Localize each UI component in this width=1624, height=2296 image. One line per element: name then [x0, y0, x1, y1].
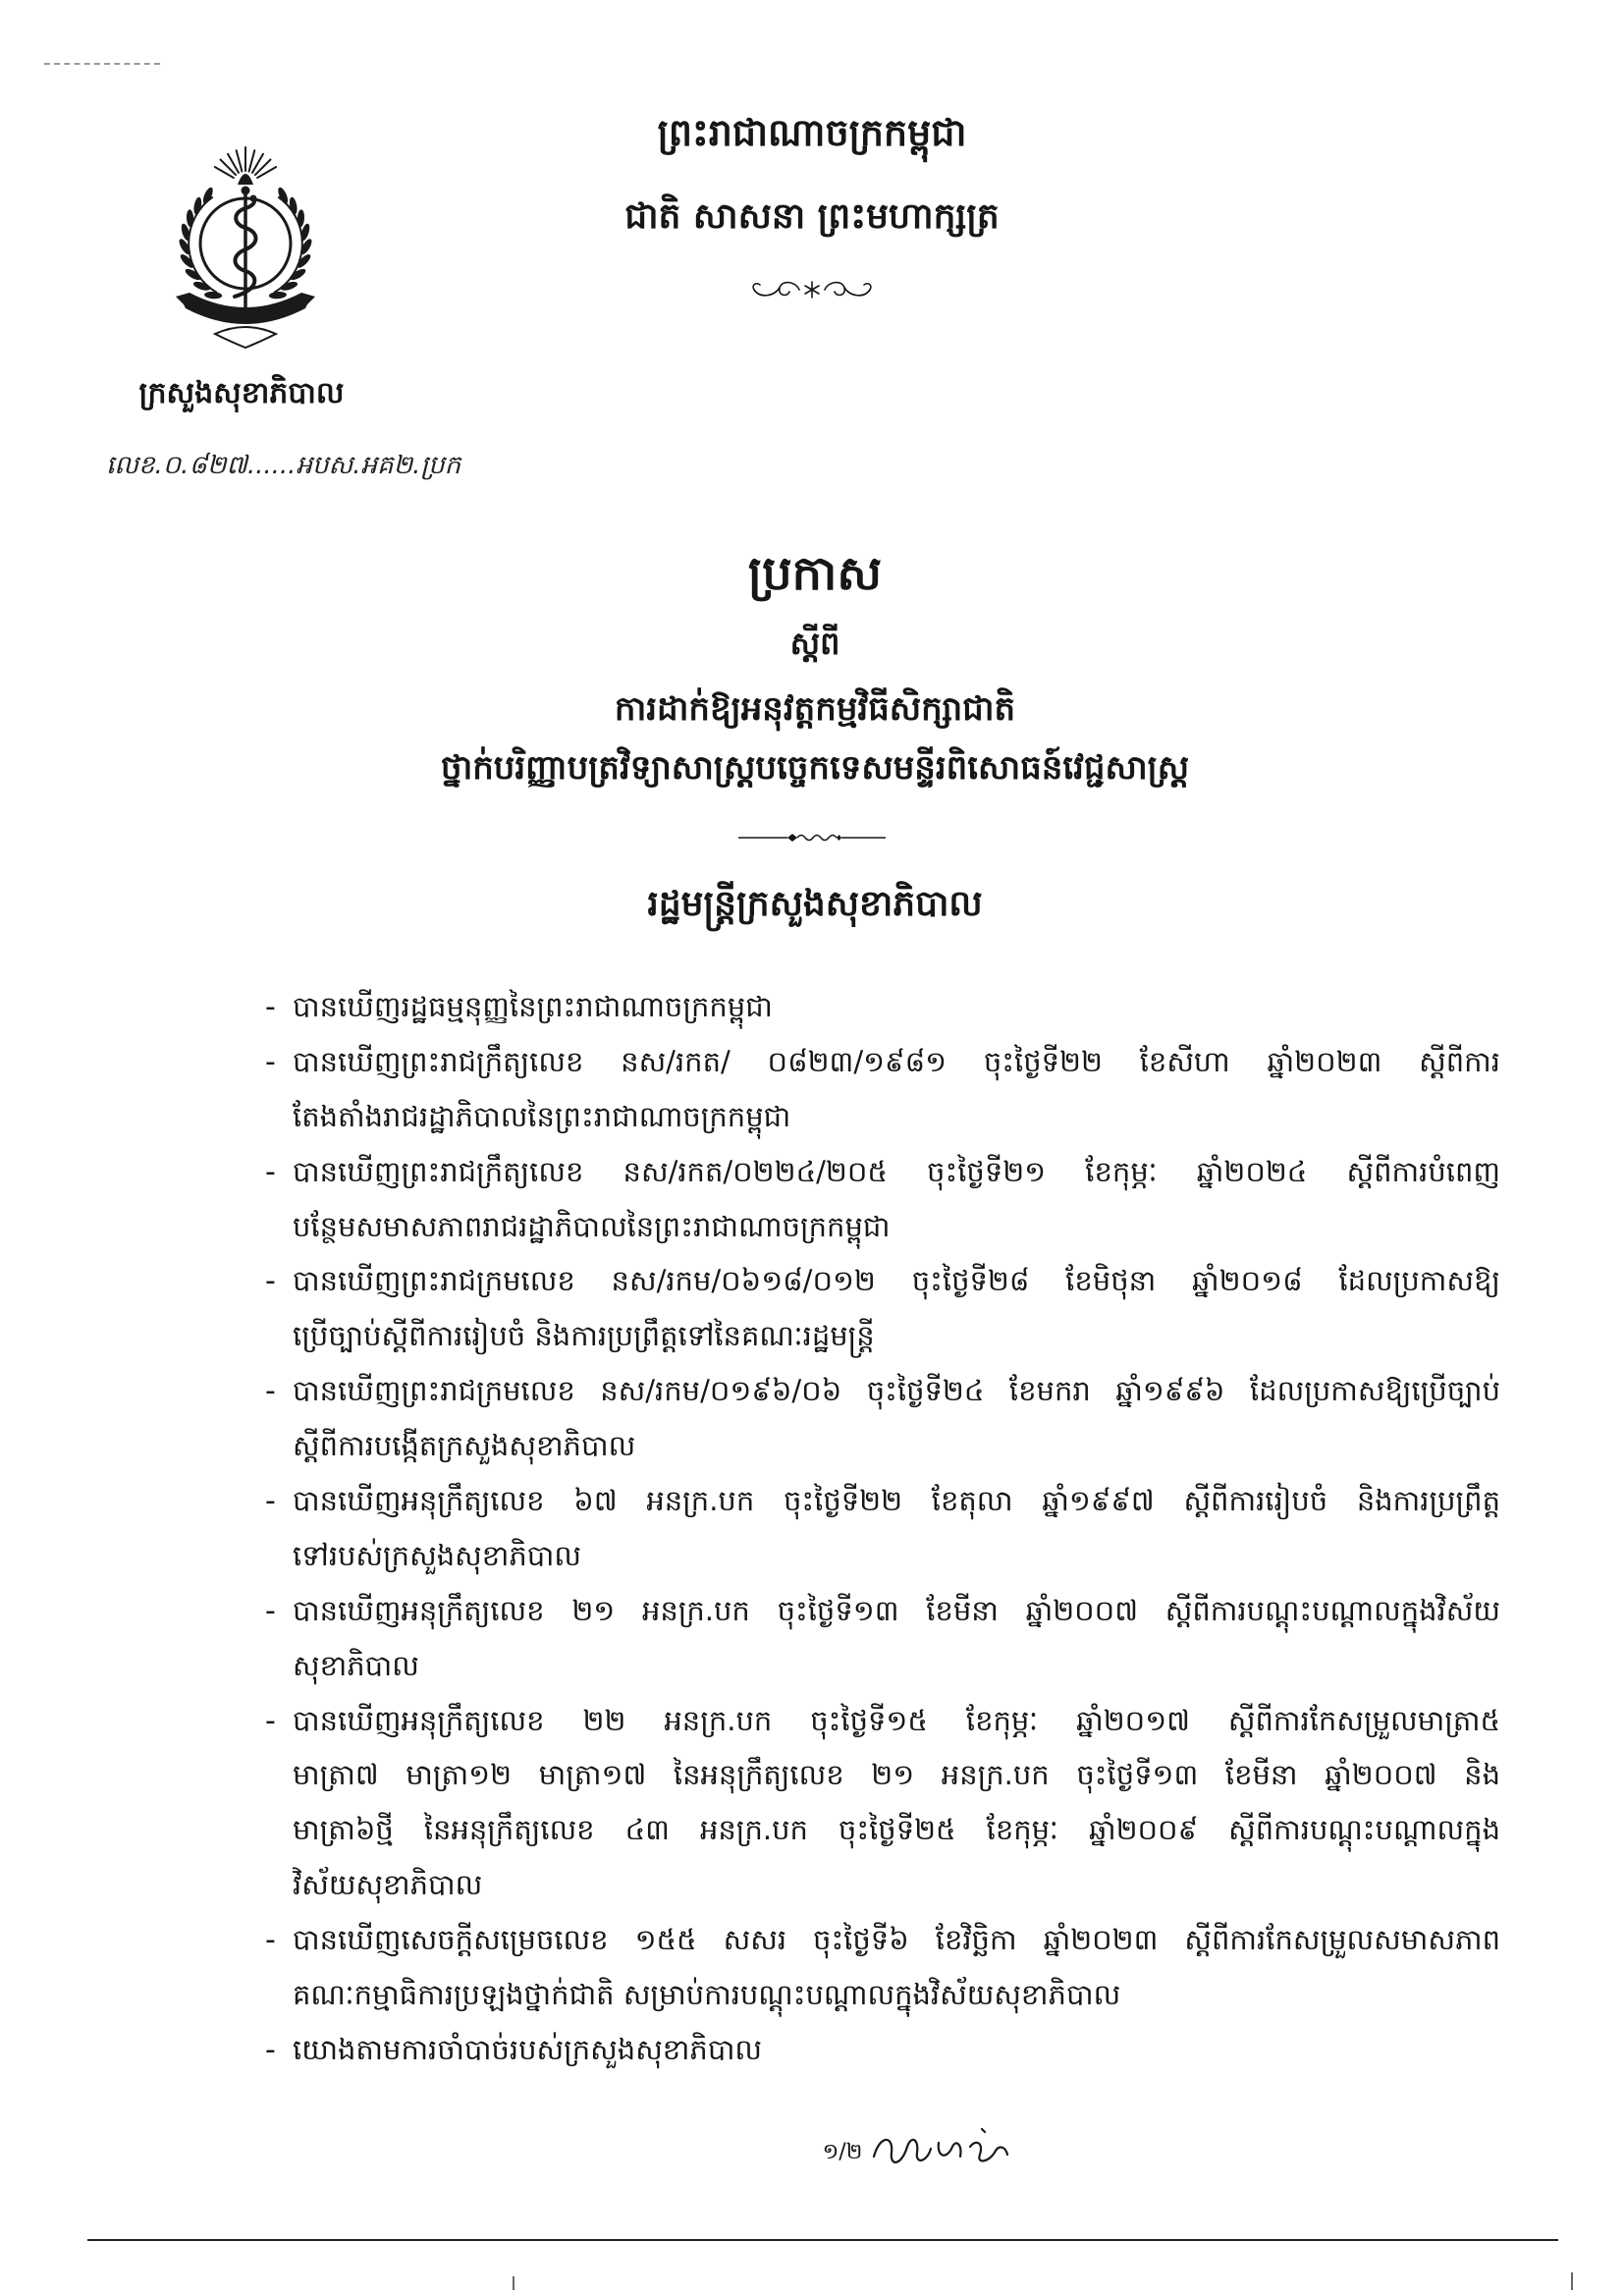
laurel-leaf — [184, 267, 202, 283]
consideration-line: វិស័យសុខាភិបាល — [293, 1868, 483, 1902]
laurel-leaf — [276, 186, 290, 204]
about-label: ស្តីពី — [789, 625, 840, 662]
consideration-item — [265, 1584, 1502, 1694]
divider-ornament-icon — [738, 828, 886, 847]
consideration-item — [265, 1364, 1502, 1474]
consideration-item — [265, 1694, 1502, 1914]
subject-line: ថ្នាក់បរិញ្ញាបត្រវិទ្យាសាស្ត្របច្ចេកទេសមន្ទីរពិសោធន៍វេជ្ជសាស្ត្រ — [440, 748, 1190, 788]
laurel-leaf — [289, 196, 298, 215]
laurel-leaf — [280, 280, 298, 292]
consideration-line: ស្តីពីការបង្កើតក្រសួងសុខាភិបាល — [293, 1429, 636, 1463]
reference-number: លេខ.០.៨២៧......អបស.អគ២.ប្រក — [106, 451, 461, 480]
bottom-rule — [87, 2239, 1558, 2241]
bullet-dash: - — [265, 1923, 276, 1958]
bullet-dash: - — [265, 1374, 276, 1409]
consideration-line: បានឃើញរដ្ឋធម្មនុញ្ញនៃព្រះរាជាណាចក្រកម្ពុជា — [293, 990, 773, 1023]
scan-tick — [513, 2276, 514, 2290]
consideration-item — [265, 1145, 1502, 1255]
laurel-leaf — [289, 267, 307, 283]
consideration-line: បានឃើញព្រះរាជក្រឹត្យលេខ នស/រកត/០២២៤/២០៥ ចុះថ្ងៃទី២១ ខែកុម្ភៈ ឆ្នាំ២០២៤ ស្តីពីការបំពេញ — [293, 1154, 1500, 1188]
consideration-line: តែងតាំងរាជរដ្ឋាភិបាលនៃព្រះរាជាណាចក្រកម្ពុជា — [293, 1099, 791, 1133]
consideration-line: បានឃើញព្រះរាជក្រមលេខ នស/រកម/០១៩៦/០៦ ចុះថ្ងៃទី២៤ ខែមករា ឆ្នាំ១៩៩៦ ដែលប្រកាសឱ្យប្រើច្បាប់ — [293, 1374, 1500, 1408]
issuer-title: រដ្ឋមន្ត្រីក្រសួងសុខាភិបាល — [647, 884, 983, 924]
kingdom-title: ព្រះរាជាណាចក្រកម្ពុជា — [657, 111, 967, 154]
consideration-line: មាត្រា៦ថ្មី នៃអនុក្រឹត្យលេខ ៤៣ អនក្រ.បក ចុះថ្ងៃទី២៥ ខែកុម្ភៈ ឆ្នាំ២០០៩ ស្តីពីការបណ្តុះបណ្តាលក្នុង — [293, 1813, 1500, 1847]
document-heading: ប្រកាស — [747, 546, 883, 601]
bullet-dash: - — [265, 1264, 276, 1299]
bullet-dash: - — [265, 1593, 276, 1628]
scan-mark — [44, 63, 160, 65]
bullet-dash: - — [265, 1044, 276, 1079]
considerations-list — [265, 980, 1502, 2078]
consideration-line: គណៈកម្មាធិការប្រឡងថ្នាក់ជាតិ សម្រាប់ការបណ្តុះបណ្តាលក្នុងវិស័យសុខាភិបាល — [293, 1978, 1121, 2012]
consideration-line: បានឃើញព្រះរាជក្រឹត្យលេខ នស/រកត/ ០៨២៣/១៩៨១ ចុះថ្ងៃទី២២ ខែសីហា ឆ្នាំ២០២៣ ស្តីពីការ — [293, 1044, 1500, 1078]
bullet-dash: - — [265, 2032, 276, 2067]
handwritten-initials — [868, 2117, 1025, 2180]
bullet-dash: - — [265, 1484, 276, 1519]
consideration-item — [265, 1254, 1502, 1364]
ministry-name: ក្រសួងសុខាភិបាល — [138, 376, 345, 410]
subject-line: ការដាក់ឱ្យអនុវត្តកម្មវិធីសិក្សាជាតិ — [614, 689, 1016, 729]
consideration-line: បានឃើញអនុក្រឹត្យលេខ ៦៧ អនក្រ.បក ចុះថ្ងៃទី២២ ខែតុលា ឆ្នាំ១៩៩៧ ស្តីពីការរៀបចំ និងការប្រព្រឹត្ត — [293, 1484, 1500, 1518]
consideration-line: បានឃើញអនុក្រឹត្យលេខ ២១ អនក្រ.បក ចុះថ្ងៃទី១៣ ខែមីនា ឆ្នាំ២០០៧ ស្តីពីការបណ្តុះបណ្តាលក្នុងវិស័យ — [293, 1593, 1500, 1627]
consideration-line: ប្រើច្បាប់ស្តីពីការរៀបចំ និងការប្រព្រឹត្តទៅនៃគណៈរដ្ឋមន្ត្រី — [293, 1319, 875, 1353]
consideration-line: យោងតាមការចាំបាច់របស់ក្រសួងសុខាភិបាល — [293, 2032, 763, 2066]
bullet-dash: - — [265, 1154, 276, 1189]
caduceus — [235, 187, 256, 308]
laurel-leaf — [269, 291, 287, 299]
sun-rays — [215, 147, 276, 178]
bullet-dash: - — [265, 990, 276, 1024]
scan-tick — [1571, 2272, 1573, 2290]
consideration-item — [265, 1913, 1502, 2023]
ornament-icon — [738, 275, 886, 304]
laurel-leaf — [179, 252, 196, 270]
consideration-line: បន្ថែមសមាសភាពរាជរដ្ឋាភិបាលនៃព្រះរាជាណាចក្រកម្ពុជា — [293, 1209, 891, 1243]
consideration-line: បានឃើញសេចក្តីសម្រេចលេខ ១៥៥ សសរ ចុះថ្ងៃទី៦ ខែវិច្ឆិកា ឆ្នាំ២០២៣ ស្តីពីការកែសម្រួលសមាសភាព — [293, 1923, 1500, 1957]
consideration-item — [265, 1474, 1502, 1584]
consideration-line: បានឃើញព្រះរាជក្រមលេខ នស/រកម/០៦១៨/០១២ ចុះថ្ងៃទី២៨ ខែមិថុនា ឆ្នាំ២០១៨ ដែលប្រកាសឱ្យ — [293, 1264, 1500, 1298]
consideration-item — [265, 2023, 1502, 2078]
ministry-of-health-emblem-icon — [154, 139, 337, 352]
laurel-leaf — [192, 280, 211, 292]
consideration-item — [265, 980, 1502, 1035]
laurel-leaf — [296, 252, 313, 270]
national-motto: ជាតិ សាសនា ព្រះមហាក្សត្រ — [624, 196, 1000, 237]
consideration-line: ទៅរបស់ក្រសួងសុខាភិបាល — [293, 1538, 581, 1572]
laurel-leaf — [297, 209, 304, 227]
emblem-flame — [238, 174, 253, 185]
page-number: ១/២ — [822, 2140, 863, 2164]
emblem-base — [215, 327, 276, 348]
consideration-item — [265, 1035, 1502, 1145]
laurel-leaf — [201, 186, 215, 204]
consideration-line: សុខាភិបាល — [293, 1648, 419, 1682]
consideration-line: បានឃើញអនុក្រឹត្យលេខ ២២ អនក្រ.បក ចុះថ្ងៃទី១៥ ខែកុម្ភៈ ឆ្នាំ២០១៧ ស្តីពីការកែសម្រួលមាត្រា៥ — [293, 1703, 1500, 1737]
consideration-line: មាត្រា៧ មាត្រា១២ មាត្រា១៧ នៃអនុក្រឹត្យលេខ ២១ អនក្រ.បក ចុះថ្ងៃទី១៣ ខែមីនា ឆ្នាំ២០០៧ និង — [293, 1758, 1500, 1792]
laurel-leaf — [192, 196, 202, 215]
laurel-leaf — [204, 291, 222, 299]
bullet-dash: - — [265, 1703, 276, 1738]
laurel-leaf — [186, 209, 193, 227]
